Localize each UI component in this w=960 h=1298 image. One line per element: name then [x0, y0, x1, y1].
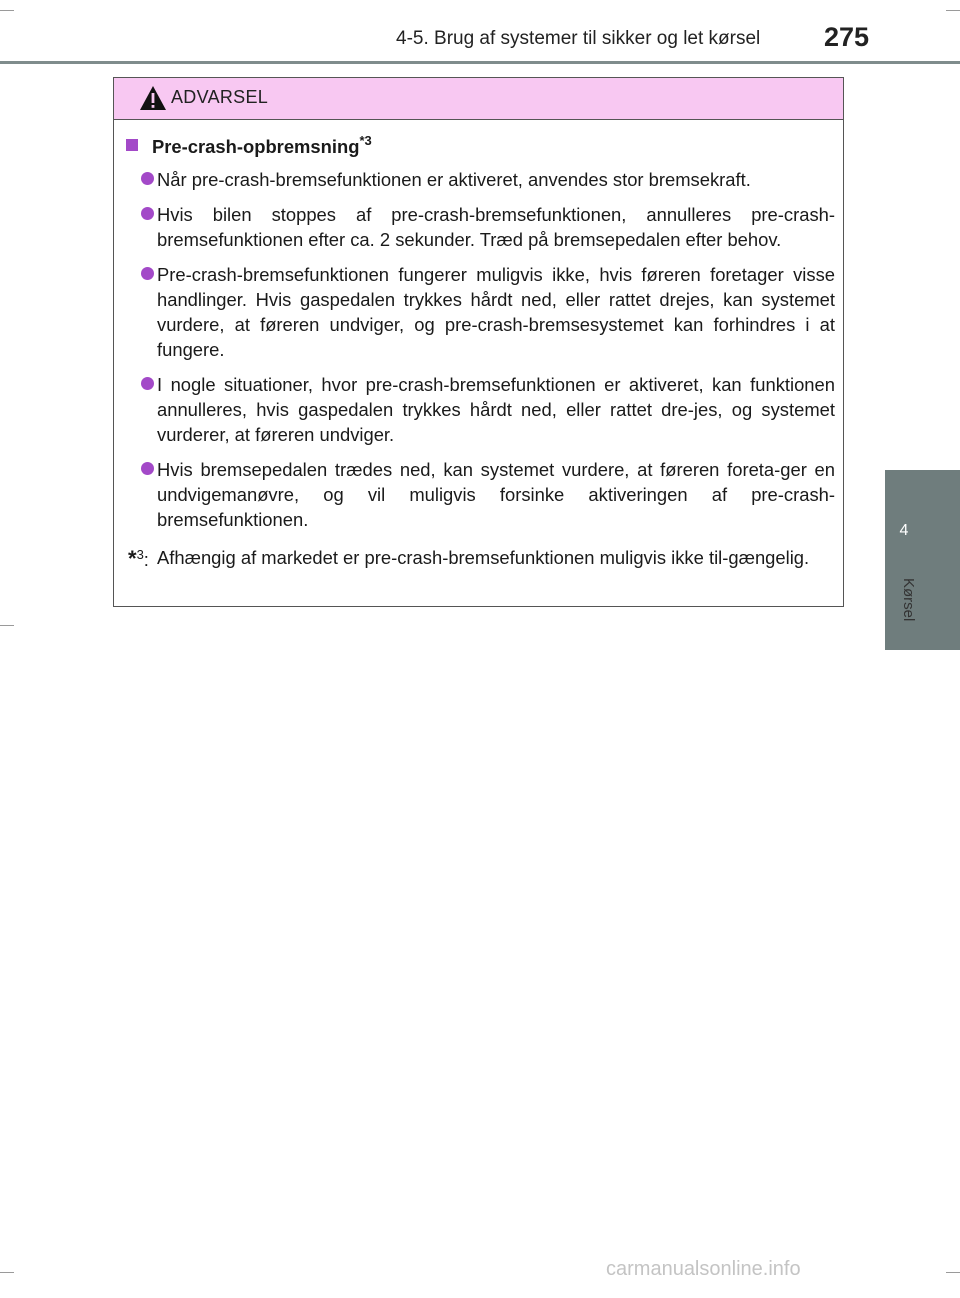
- section-heading: [126, 134, 835, 159]
- footnote-number: 3: [136, 547, 144, 562]
- watermark: carmanualsonline.info: [606, 1258, 801, 1280]
- warning-title: ADVARSEL: [171, 87, 269, 107]
- bullet-text: Hvis bremsepedalen trædes ned, kan systemet vurdere, at føreren foreta-ger en undvigemanøvre, og vil muligvis forsinke aktiveringen af pre-crash-bremsefunktionen.: [157, 459, 835, 530]
- bullet-dot-icon: [141, 462, 154, 475]
- chapter-number: 4: [899, 522, 909, 539]
- chapter-tab[interactable]: [885, 470, 960, 650]
- crop-mark: [0, 625, 14, 626]
- bullet-text: Pre-crash-bremsefunktionen fungerer muligvis ikke, hvis føreren foretager visse handlinger. Hvis gaspedalen trykkes hårdt ned, eller rattet drejes, kan systemet vurdere, at føreren undviger, og pre-crash-bremsesystemet kan forhindres i at fungere.: [157, 264, 835, 360]
- list-item: [126, 202, 835, 252]
- bullet-dot-icon: [141, 207, 154, 220]
- footnote: [126, 542, 835, 573]
- section-title: 4-5. Brug af systemer til sikker og let kørsel: [396, 28, 761, 49]
- footnote-marker: [128, 542, 149, 572]
- page-number: 275: [824, 22, 870, 52]
- bullet-text: I nogle situationer, hvor pre-crash-bremsefunktionen er aktiveret, kan funktionen annulleres, hvis gaspedalen trykkes hårdt ned, eller rattet dre-jes, og systemet vurderer, at føreren undviger.: [157, 374, 835, 445]
- list-item: [126, 457, 835, 532]
- crop-mark: [0, 1272, 14, 1273]
- footnote-text: Afhængig af markedet er pre-crash-bremsefunktionen muligvis ikke til-gængelig.: [157, 547, 810, 568]
- bullet-dot-icon: [141, 377, 154, 390]
- footnote-star: *: [128, 546, 137, 572]
- crop-mark: [946, 10, 960, 11]
- bullet-dot-icon: [141, 172, 154, 185]
- crop-mark: [0, 10, 14, 11]
- bullet-text: Når pre-crash-bremsefunktionen er aktiveret, anvendes stor bremsekraft.: [157, 169, 751, 190]
- warning-triangle-icon: [139, 85, 167, 111]
- bullet-dot-icon: [141, 267, 154, 280]
- chapter-label: Kørsel: [900, 578, 917, 622]
- list-item: [126, 372, 835, 447]
- footnote-colon: :: [143, 549, 149, 571]
- warning-body: [114, 120, 843, 573]
- warning-box: [113, 77, 844, 607]
- section-heading-text: Pre-crash-opbremsning: [152, 136, 360, 157]
- warning-header: [114, 78, 843, 120]
- section-heading-footnote-ref: *3: [359, 132, 372, 148]
- list-item: [126, 262, 835, 362]
- header-rule: [0, 61, 960, 64]
- list-item: [126, 167, 835, 192]
- bullet-text: Hvis bilen stoppes af pre-crash-bremsefunktionen, annulleres pre-crash-bremsefunktionen efter ca. 2 sekunder. Træd på bremsepedalen efter behov.: [157, 204, 835, 250]
- square-bullet-icon: [126, 139, 138, 151]
- crop-mark: [946, 1272, 960, 1273]
